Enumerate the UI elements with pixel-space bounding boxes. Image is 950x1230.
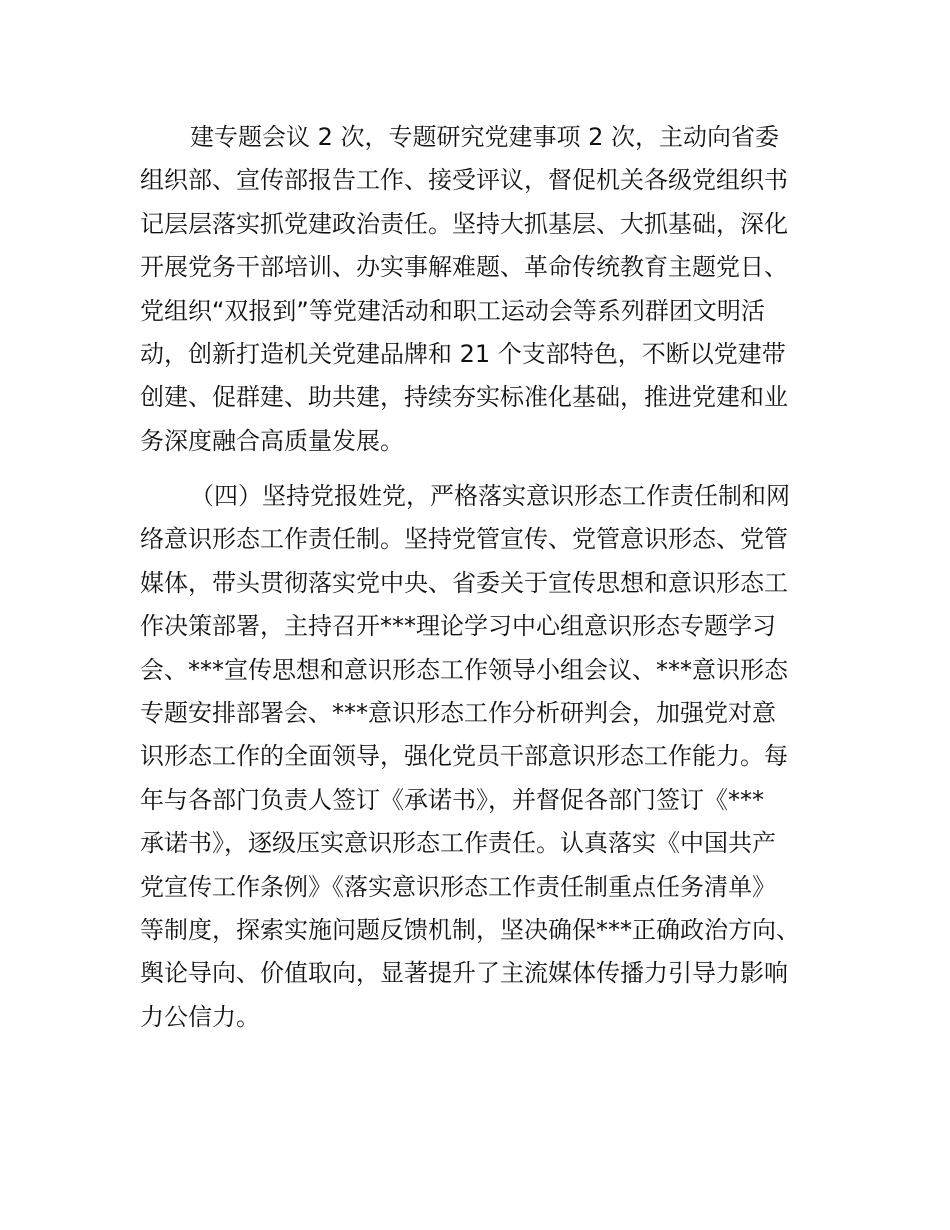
text-line: 承诺书》，逐级压实意识形态工作责任。认真落实《中国共产 <box>140 829 776 858</box>
text-line: 舆论导向、价值取向，显著提升了主流媒体传播力引导力影响 <box>140 959 788 988</box>
text-line: 络意识形态工作责任制。坚持党管宣传、党管意识形态、党管 <box>140 525 788 554</box>
text-line: 动，创新打造机关党建品牌和 21 个支部特色，不断以党建带 <box>140 339 786 368</box>
text-line: 务深度融合高质量发展。 <box>140 426 404 455</box>
paragraph-ideology-responsibility <box>140 475 830 1039</box>
text-line: 会、***宣传思想和意识形态工作领导小组会议、***意识形态 <box>140 655 788 684</box>
text-line: 媒体，带头贯彻落实党中央、省委关于宣传思想和意识形态工 <box>140 568 788 597</box>
text-line: 党组织“双报到”等党建活动和职工运动会等系列群团文明活 <box>140 296 765 325</box>
text-line: 力公信力。 <box>140 1002 260 1031</box>
section-heading-line: （四）坚持党报姓党，严格落实意识形态工作责任制和网 <box>190 482 790 510</box>
text-line: 专题安排部署会、***意识形态工作分析研判会，加强党对意 <box>140 698 776 727</box>
text-line: 组织部、宣传部报告工作、接受评议，督促机关各级党组织书 <box>140 166 788 195</box>
text-line: 等制度，探索实施问题反馈机制，坚决确保***正确政治方向、 <box>140 915 800 944</box>
text-line: 党宣传工作条例》《落实意识形态工作责任制重点任务清单》 <box>140 872 776 901</box>
text-line: 作决策部署，主持召开***理论学习中心组意识形态专题学习 <box>140 612 776 641</box>
text-line: 开展党务干部培训、办实事解难题、革命传统教育主题党日、 <box>140 253 788 282</box>
text-line: 创建、促群建、助共建，持续夯实标准化基础，推进党建和业 <box>140 383 788 412</box>
text-line: 识形态工作的全面领导，强化党员干部意识形态工作能力。每 <box>140 742 788 771</box>
text-line: 年与各部门负责人签订《承诺书》，并督促各部门签订《*** <box>140 785 764 814</box>
text-line: 建专题会议 2 次，专题研究党建事项 2 次，主动向省委 <box>190 123 780 151</box>
paragraph-party-building <box>140 116 830 463</box>
text-line: 记层层落实抓党建政治责任。坚持大抓基层、大抓基础，深化 <box>140 209 788 238</box>
